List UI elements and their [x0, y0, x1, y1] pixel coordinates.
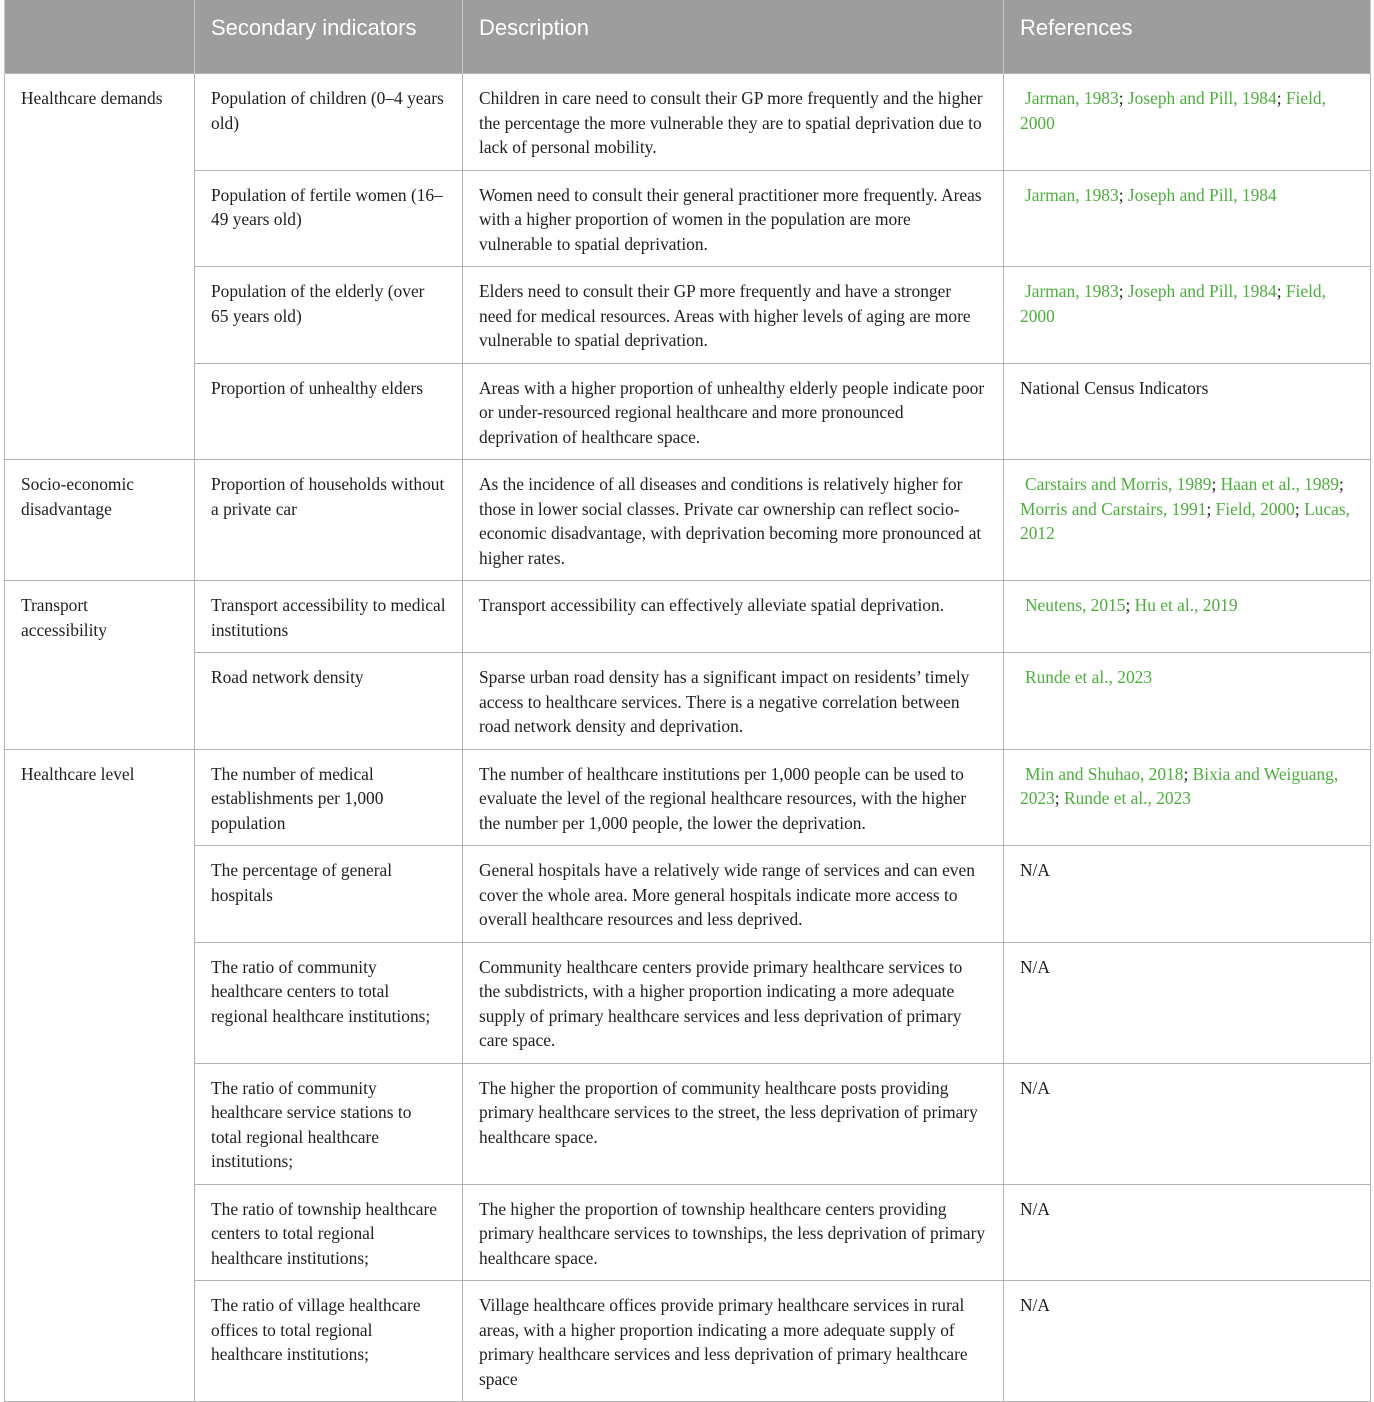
reference-link[interactable]: Min and Shuhao, 2018 [1025, 763, 1184, 784]
references-cell [1004, 1063, 1371, 1184]
references-cell [1004, 749, 1371, 846]
table-row [5, 846, 1371, 943]
references-cell [1004, 1281, 1371, 1402]
reference-link[interactable]: Field, 2000 [1020, 281, 1326, 326]
table-row [5, 749, 1371, 846]
description-cell: Sparse urban road density has a significant impact on residents’ timely access to healthcare services. There is a negative correlation between road network density and deprivation. [463, 653, 1004, 750]
reference-link[interactable]: Runde et al., 2023 [1025, 667, 1153, 687]
reference-separator: ; [1211, 474, 1221, 494]
indicators-table [4, 0, 1371, 1402]
reference-link[interactable]: Field, 2000 [1020, 88, 1326, 133]
description-cell: General hospitals have a relatively wide range of services and can even cover the whole area. More general hospitals indicate more access to overall healthcare resources and less deprived. [463, 846, 1004, 943]
category-cell: Healthcare level [5, 749, 195, 1402]
reference-link[interactable]: Jarman, 1983 [1025, 184, 1119, 205]
reference-link[interactable]: Joseph and Pill, 1984 [1127, 184, 1277, 205]
reference-separator: ; [1125, 595, 1135, 615]
table-row [5, 1281, 1371, 1402]
reference-link[interactable]: Jarman, 1983 [1025, 281, 1119, 301]
reference-text: N/A [1020, 956, 1050, 977]
description-cell: Areas with a higher proportion of unhealthy elderly people indicate poor or under-resourced regional healthcare and more pronounced deprivation of healthcare space. [463, 363, 1004, 460]
references-cell [1004, 74, 1371, 171]
references-cell [1004, 1184, 1371, 1281]
indicator-cell: The ratio of township healthcare centers to total regional healthcare institutions; [195, 1184, 463, 1281]
reference-link[interactable]: Morris and Carstairs, 1991 [1020, 498, 1207, 519]
reference-link[interactable]: Lucas, 2012 [1020, 498, 1350, 543]
table-row [5, 581, 1371, 653]
reference-separator: ; [1118, 184, 1128, 205]
references-cell [1004, 460, 1371, 581]
reference-link[interactable]: Bixia and Weiguang, 2023 [1020, 763, 1339, 808]
reference-separator: ; [1118, 88, 1128, 108]
reference-text: National Census Indicators [1020, 377, 1209, 398]
reference-separator: ; [1206, 498, 1216, 519]
reference-separator: ; [1118, 281, 1128, 301]
reference-link[interactable]: Haan et al., 1989 [1220, 474, 1339, 494]
reference-link[interactable]: Jarman, 1983 [1025, 88, 1119, 108]
table-row [5, 1063, 1371, 1184]
category-cell: Transport accessibility [5, 581, 195, 750]
description-cell: Community healthcare centers provide primary healthcare services to the subdistricts, with a higher proportion indicating a more adequate supply of primary healthcare services and less deprivation of primary care space. [463, 942, 1004, 1063]
indicator-cell: The ratio of community healthcare service stations to total regional healthcare institutions; [195, 1063, 463, 1184]
reference-link[interactable]: Hu et al., 2019 [1134, 595, 1238, 615]
header-references: References [1004, 0, 1371, 74]
category-cell: Socio-economic disadvantage [5, 460, 195, 581]
table-row [5, 267, 1371, 364]
header-secondary-indicators: Secondary indicators [195, 0, 463, 74]
indicator-cell: Road network density [195, 653, 463, 750]
description-cell: Village healthcare offices provide primary healthcare services in rural areas, with a higher proportion indicating a more adequate supply of primary healthcare services and less deprivation of primary healthcare space [463, 1281, 1004, 1402]
table-row [5, 1184, 1371, 1281]
reference-separator: ; [1294, 498, 1305, 519]
reference-separator: ; [1183, 763, 1193, 784]
indicator-cell: Population of fertile women (16–49 years old) [195, 170, 463, 267]
header-category [5, 0, 195, 74]
indicator-cell: The percentage of general hospitals [195, 846, 463, 943]
description-cell: The number of healthcare institutions per 1,000 people can be used to evaluate the level of the regional healthcare resources, with the higher the number per 1,000 people, the lower the deprivation. [463, 749, 1004, 846]
description-cell: Elders need to consult their GP more frequently and have a stronger need for medical resources. Areas with higher levels of aging are more vulnerable to spatial deprivation. [463, 267, 1004, 364]
indicator-cell: Transport accessibility to medical institutions [195, 581, 463, 653]
table-row [5, 170, 1371, 267]
description-cell: The higher the proportion of township healthcare centers providing primary healthcare services to townships, the less deprivation of primary healthcare space. [463, 1184, 1004, 1281]
reference-link[interactable]: Field, 2000 [1215, 498, 1295, 519]
reference-link[interactable]: Joseph and Pill, 1984 [1127, 88, 1277, 108]
table-row [5, 74, 1371, 171]
reference-text: N/A [1020, 860, 1050, 880]
description-cell: As the incidence of all diseases and conditions is relatively higher for those in lower social classes. Private car ownership can reflect socio-economic disadvantage, with deprivation becoming more pronounced at higher rates. [463, 460, 1004, 581]
references-cell [1004, 942, 1371, 1063]
references-cell [1004, 170, 1371, 267]
reference-text: N/A [1020, 1077, 1050, 1098]
references-cell [1004, 363, 1371, 460]
table-row [5, 942, 1371, 1063]
reference-link[interactable]: Neutens, 2015 [1025, 595, 1126, 615]
table-body [5, 74, 1371, 1402]
indicator-cell: The ratio of community healthcare centers to total regional healthcare institutions; [195, 942, 463, 1063]
references-cell [1004, 846, 1371, 943]
indicator-cell: The ratio of village healthcare offices to total regional healthcare institutions; [195, 1281, 463, 1402]
header-row [5, 0, 1371, 74]
description-cell: Children in care need to consult their GP more frequently and the higher the percentage the more vulnerable they are to spatial deprivation due to lack of personal mobility. [463, 74, 1004, 171]
description-cell: Transport accessibility can effectively alleviate spatial deprivation. [463, 581, 1004, 653]
references-cell [1004, 653, 1371, 750]
references-cell [1004, 581, 1371, 653]
reference-link[interactable]: Joseph and Pill, 1984 [1127, 281, 1277, 301]
reference-link[interactable]: Carstairs and Morris, 1989 [1025, 474, 1212, 494]
table-row [5, 363, 1371, 460]
reference-text: N/A [1020, 1295, 1050, 1315]
reference-separator: ; [1276, 88, 1286, 108]
indicator-cell: Proportion of households without a private car [195, 460, 463, 581]
indicator-cell: Population of children (0–4 years old) [195, 74, 463, 171]
table-header [5, 0, 1371, 74]
table-row [5, 653, 1371, 750]
header-description: Description [463, 0, 1004, 74]
indicator-cell: The number of medical establishments per 1,000 population [195, 749, 463, 846]
references-cell [1004, 267, 1371, 364]
reference-link[interactable]: Runde et al., 2023 [1063, 788, 1191, 808]
description-cell: The higher the proportion of community healthcare posts providing primary healthcare services to the street, the less deprivation of primary healthcare space. [463, 1063, 1004, 1184]
description-cell: Women need to consult their general practitioner more frequently. Areas with a higher proportion of women in the population are more vulnerable to spatial deprivation. [463, 170, 1004, 267]
reference-separator: ; [1276, 281, 1286, 301]
indicator-cell: Population of the elderly (over 65 years old) [195, 267, 463, 364]
reference-text: N/A [1020, 1198, 1050, 1219]
category-cell: Healthcare demands [5, 74, 195, 460]
indicator-cell: Proportion of unhealthy elders [195, 363, 463, 460]
reference-separator: ; [1338, 474, 1344, 494]
table-row [5, 460, 1371, 581]
reference-separator: ; [1054, 788, 1064, 808]
